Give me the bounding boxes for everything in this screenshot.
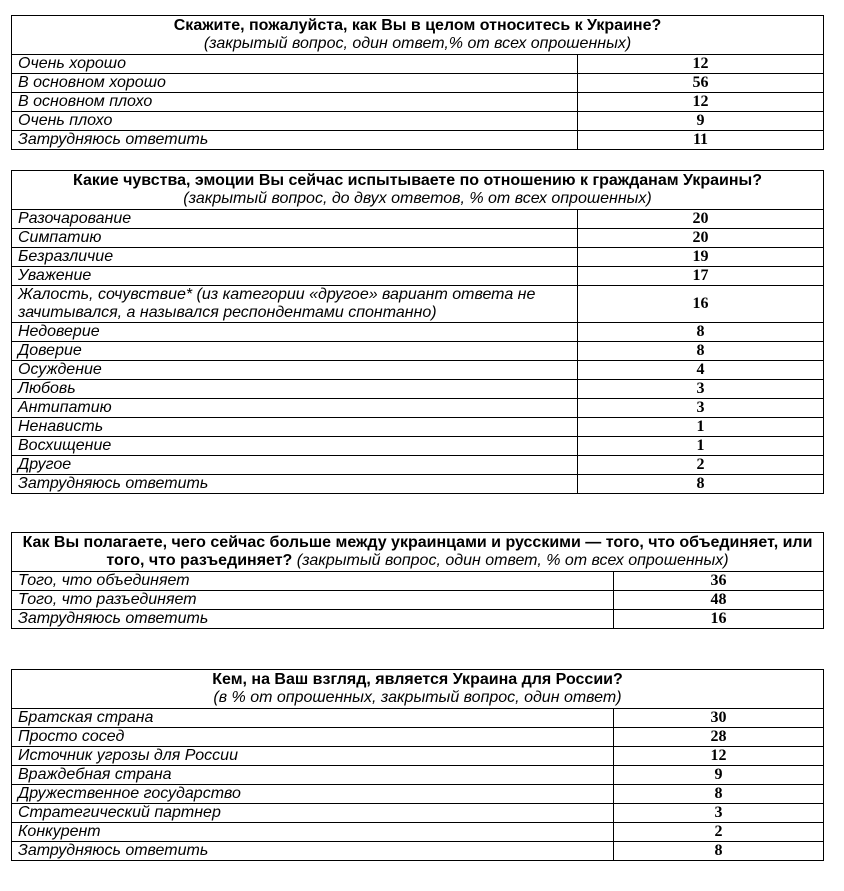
answer-value: 16 [578, 286, 824, 323]
answer-label: Симпатию [12, 229, 578, 248]
table-row [12, 766, 824, 785]
answer-label: Конкурент [12, 823, 614, 842]
answer-label: Доверие [12, 342, 578, 361]
answer-label: Того, что объединяет [12, 572, 614, 591]
answer-value: 8 [578, 323, 824, 342]
survey-table-unites-divides [11, 532, 824, 629]
answer-value: 8 [578, 475, 824, 494]
table-subtitle: (закрытый вопрос, один ответ, % от всех опрошенных) [296, 552, 729, 569]
survey-table-ukraine-for-russia [11, 669, 824, 861]
table-subtitle: (закрытый вопрос, один ответ,% от всех опрошенных) [203, 35, 632, 52]
table-row [12, 74, 824, 93]
answer-label: В основном хорошо [12, 74, 578, 93]
answer-label: Братская страна [12, 709, 614, 728]
table-row [12, 456, 824, 475]
answer-value: 9 [614, 766, 824, 785]
answer-label: Осуждение [12, 361, 578, 380]
answer-label: Затрудняюсь ответить [12, 610, 614, 629]
table-subtitle: (закрытый вопрос, до двух ответов, % от всех опрошенных) [183, 190, 652, 207]
table-row [12, 475, 824, 494]
answer-value: 3 [578, 399, 824, 418]
table-row [12, 610, 824, 629]
answer-label: Враждебная страна [12, 766, 614, 785]
answer-value: 20 [578, 229, 824, 248]
answer-label: Дружественное государство [12, 785, 614, 804]
table-title: Скажите, пожалуйста, как Вы в целом относитесь к Украине? [173, 17, 662, 34]
table-header-row [12, 670, 824, 709]
answer-value: 1 [578, 437, 824, 456]
answer-label: Восхищение [12, 437, 578, 456]
table-row [12, 267, 824, 286]
answer-label: Источник угрозы для России [12, 747, 614, 766]
table-row [12, 131, 824, 150]
table-header-cell [12, 670, 824, 709]
answer-label: Безразличие [12, 248, 578, 267]
table-header-row [12, 533, 824, 572]
answer-value: 8 [614, 785, 824, 804]
table-row [12, 572, 824, 591]
answer-value: 3 [614, 804, 824, 823]
answer-value: 30 [614, 709, 824, 728]
table-header-cell [12, 533, 824, 572]
answer-value: 11 [578, 131, 824, 150]
table-header-row [12, 16, 824, 55]
table-row [12, 380, 824, 399]
table-row [12, 728, 824, 747]
answer-value: 36 [614, 572, 824, 591]
table-header-row [12, 171, 824, 210]
answer-value: 4 [578, 361, 824, 380]
answer-value: 12 [614, 747, 824, 766]
answer-label: Жалость, сочувствие* (из категории «другое» вариант ответа не зачитывался, а назывался респондентами спонтанно) [12, 286, 578, 323]
answer-label: Затрудняюсь ответить [12, 475, 578, 494]
table-row [12, 342, 824, 361]
table-row [12, 591, 824, 610]
table-row [12, 418, 824, 437]
table-row [12, 437, 824, 456]
answer-value: 1 [578, 418, 824, 437]
table-row [12, 747, 824, 766]
table-row [12, 55, 824, 74]
answer-label: Затрудняюсь ответить [12, 131, 578, 150]
answer-value: 9 [578, 112, 824, 131]
table-row [12, 399, 824, 418]
answer-label: Просто сосед [12, 728, 614, 747]
answer-label: Уважение [12, 267, 578, 286]
table-row [12, 361, 824, 380]
answer-value: 2 [578, 456, 824, 475]
answer-value: 56 [578, 74, 824, 93]
table-title: Какие чувства, эмоции Вы сейчас испытываете по отношению к гражданам Украины? [73, 172, 762, 189]
table-row [12, 823, 824, 842]
table-row [12, 93, 824, 112]
answer-value: 8 [614, 842, 824, 861]
answer-value: 17 [578, 267, 824, 286]
answer-value: 19 [578, 248, 824, 267]
table-row [12, 229, 824, 248]
table-row [12, 804, 824, 823]
answer-label: Затрудняюсь ответить [12, 842, 614, 861]
answer-value: 3 [578, 380, 824, 399]
table-subtitle: (в % от опрошенных, закрытый вопрос, один ответ) [213, 689, 622, 706]
table-header-cell [12, 171, 824, 210]
answer-label: Антипатию [12, 399, 578, 418]
table-row [12, 112, 824, 131]
answer-label: Ненависть [12, 418, 578, 437]
answer-value: 12 [578, 93, 824, 112]
table-title: Как Вы полагаете, чего сейчас больше между украинцами и русскими — того, что объединяет, или того, что разъединяет? [22, 534, 813, 569]
answer-value: 12 [578, 55, 824, 74]
answer-value: 48 [614, 591, 824, 610]
table-header-cell [12, 16, 824, 55]
table-row [12, 323, 824, 342]
answer-value: 16 [614, 610, 824, 629]
answer-label: Другое [12, 456, 578, 475]
table-row [12, 210, 824, 229]
answer-value: 20 [578, 210, 824, 229]
answer-label: Очень плохо [12, 112, 578, 131]
answer-value: 2 [614, 823, 824, 842]
answer-label: Стратегический партнер [12, 804, 614, 823]
table-row [12, 842, 824, 861]
answer-value: 28 [614, 728, 824, 747]
answer-value: 8 [578, 342, 824, 361]
survey-table-attitude-to-ukraine [11, 15, 824, 150]
table-row [12, 286, 824, 323]
answer-label: Разочарование [12, 210, 578, 229]
answer-label: В основном плохо [12, 93, 578, 112]
table-row [12, 785, 824, 804]
answer-label: Недоверие [12, 323, 578, 342]
table-title: Кем, на Ваш взгляд, является Украина для России? [212, 671, 623, 688]
answer-label: Любовь [12, 380, 578, 399]
survey-table-feelings [11, 170, 824, 494]
table-row [12, 709, 824, 728]
answer-label: Того, что разъединяет [12, 591, 614, 610]
table-row [12, 248, 824, 267]
answer-label: Очень хорошо [12, 55, 578, 74]
